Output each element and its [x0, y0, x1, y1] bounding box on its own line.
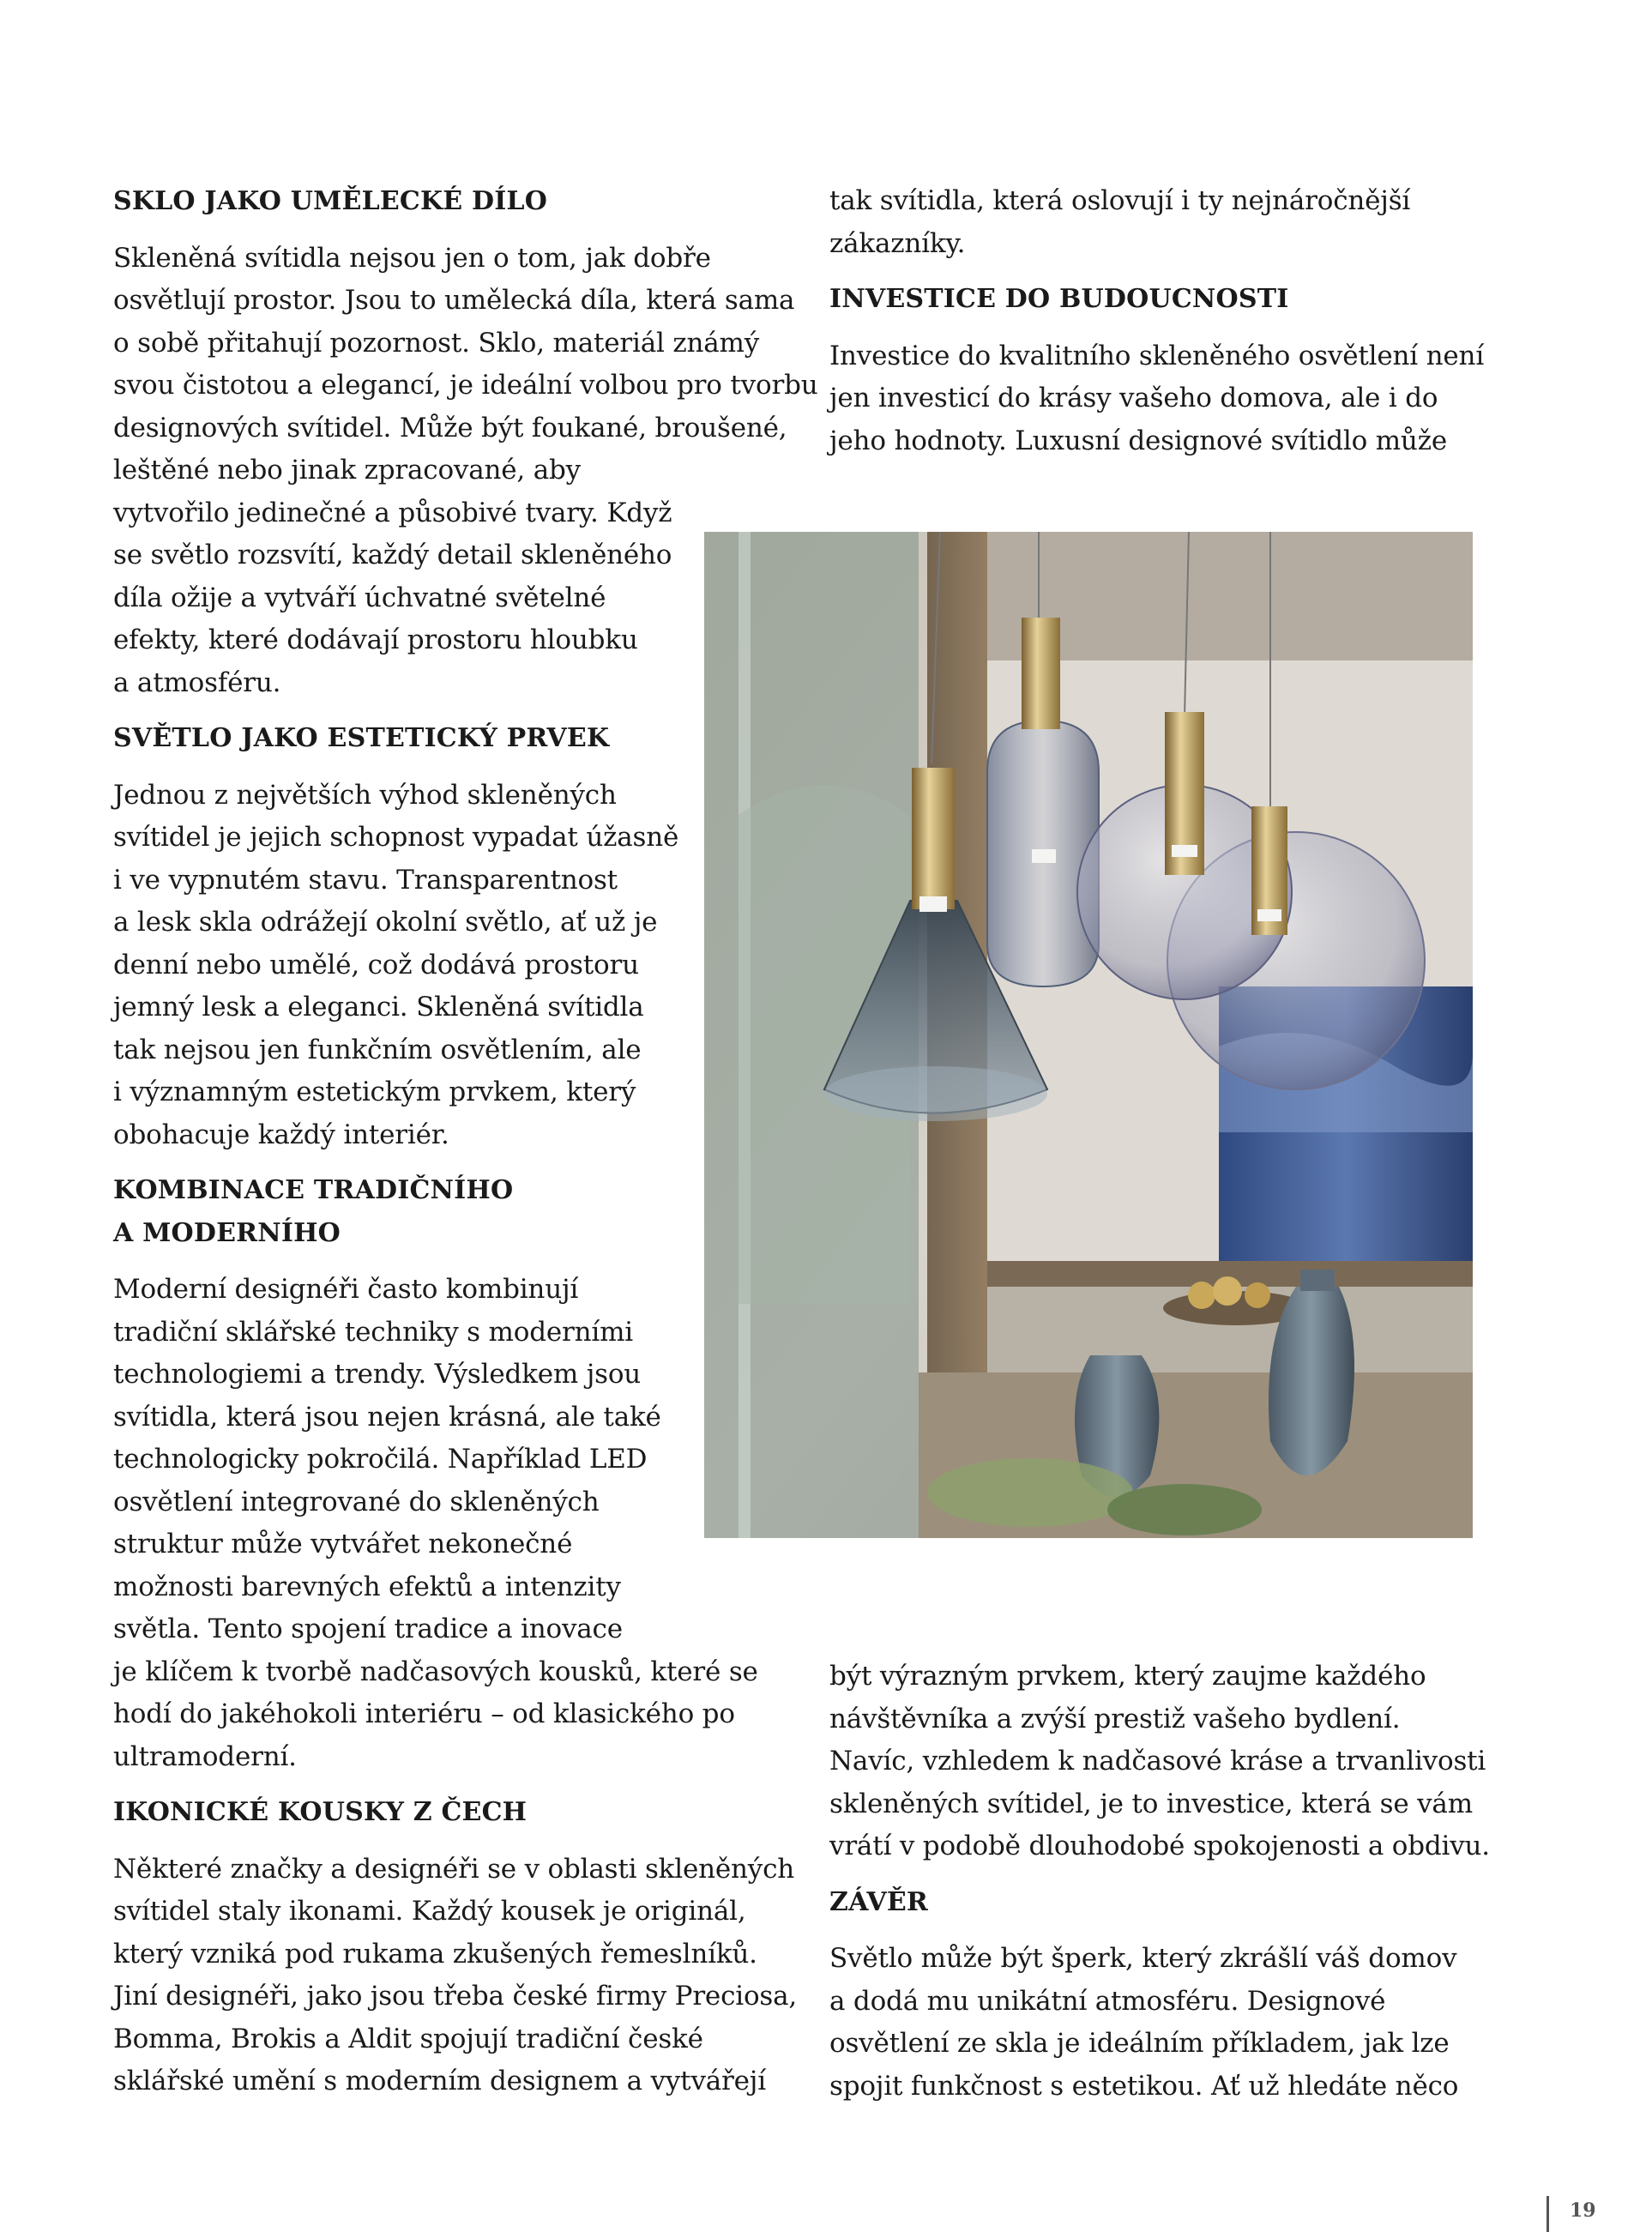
text-line: Jednou z největších výhod skleněných: [113, 779, 617, 811]
text-line: být výrazným prvkem, který zaujme každého: [829, 1661, 1426, 1692]
text-line: Moderní designéři často kombinují: [113, 1274, 579, 1305]
heading-svetlo-jako-esteticky-prvek: SVĚTLO JAKO ESTETICKÝ PRVEK: [113, 723, 610, 753]
heading-ikonicke-kousky: IKONICKÉ KOUSKY Z ČECH: [113, 1797, 528, 1827]
text-line: a lesk skla odrážejí okolní světlo, ať už je: [113, 907, 658, 938]
text-line: i ve vypnutém stavu. Transparentnost: [113, 864, 618, 896]
paragraph-kombinace: [113, 1269, 782, 1778]
text-line: zákazníky.: [829, 227, 966, 259]
text-line: a dodá mu unikátní atmosféru. Designové: [829, 1985, 1386, 2017]
text-line: Některé značky a designéři se v oblasti skleněných: [113, 1853, 795, 1885]
text-line: sklářské umění s moderním designem a vytvářejí: [113, 2066, 766, 2096]
text-line: tak nejsou jen funkčním osvětlením, ale: [113, 1034, 642, 1065]
text-line: i významným estetickým prvkem, který: [113, 1077, 636, 1107]
text-line: spojit funkčnost s estetikou. Ať už hledáte něco: [829, 2070, 1459, 2102]
heading-investice-do-budoucnosti: INVESTICE DO BUDOUCNOSTI: [829, 284, 1289, 314]
text-line: designových svítidel. Může být foukané, broušené,: [113, 412, 787, 443]
text-line: osvětlují prostor. Jsou to umělecká díla, která sama: [113, 285, 795, 316]
text-line: tak svítidla, která oslovují i ty nejnáročnější: [829, 185, 1411, 216]
paragraph-ikonicke: [113, 1849, 798, 2103]
text-line: ultramoderní.: [113, 1740, 297, 1772]
heading-zaver: ZÁVĚR: [829, 1886, 929, 1917]
right-column-bottom: [829, 1656, 1498, 2108]
left-column: [113, 180, 818, 2103]
text-line: se světlo rozsvítí, každý detail skleněného: [113, 540, 672, 570]
text-line: technologicky pokročilá. Například LED: [113, 1444, 648, 1475]
heading-kombinace-line1: KOMBINACE TRADIČNÍHO: [113, 1175, 514, 1205]
text-line: svou čistotou a elegancí, je ideální volbou pro tvorbu: [113, 370, 818, 401]
text-line: jemný lesk a eleganci. Skleněná svítidla: [113, 992, 644, 1022]
text-line: Navíc, vzhledem k nadčasové kráse a trvanlivosti: [829, 1746, 1486, 1777]
text-line: jen investicí do krásy vašeho domova, ale i do: [829, 383, 1438, 413]
page-number: 19: [1570, 2199, 1596, 2222]
text-line: díla ožije a vytváří úchvatné světelné: [113, 582, 606, 613]
text-line: leštěné nebo jinak zpracované, aby: [113, 455, 581, 486]
text-line: možnosti barevných efektů a intenzity: [113, 1571, 621, 1602]
paragraph-sklo: [113, 238, 818, 705]
text-line: denní nebo umělé, což dodává prostoru: [113, 949, 639, 980]
text-line: Světlo může být šperk, který zkrášlí váš domov: [829, 1943, 1457, 1974]
text-line: hodí do jakéhokoli interiéru – od klasického po: [113, 1698, 735, 1729]
text-line: světla. Tento spojení tradice a inovace: [113, 1614, 623, 1644]
pendant-lights-photo: [704, 532, 1473, 1538]
text-line: osvětlení ze skla je ideálním příkladem, jak lze: [829, 2028, 1450, 2059]
text-line: osvětlení integrované do skleněných: [113, 1486, 600, 1517]
text-line: efekty, které dodávají prostoru hloubku: [113, 624, 638, 655]
text-line: Investice do kvalitního skleněného osvětlení není: [829, 340, 1485, 371]
text-line: obohacuje každý interiér.: [113, 1119, 449, 1150]
text-line: návštěvníka a zvýší prestiž vašeho bydlení.: [829, 1703, 1401, 1734]
text-line: struktur může vytvářet nekonečné: [113, 1529, 573, 1559]
text-line: svítidel staly ikonami. Každý kousek je originál,: [113, 1896, 746, 1927]
text-line: Jiní designéři, jako jsou třeba české firmy Preciosa,: [113, 1981, 798, 2012]
page-number-divider: [1546, 2196, 1549, 2232]
text-line: je klíčem k tvorbě nadčasových kousků, které se: [113, 1656, 758, 1687]
text-line: který vzniká pod rukama zkušených řemeslníků.: [113, 1938, 757, 1970]
text-line: svítidel je jejich schopnost vypadat úžasně: [113, 822, 679, 853]
text-line: vytvořilo jedinečné a působivé tvary. Když: [113, 497, 672, 528]
text-line: a atmosféru.: [113, 667, 281, 698]
text-line: tradiční sklářské techniky s moderními: [113, 1316, 633, 1348]
text-line: vrátí v podobě dlouhodobé spokojenosti a obdivu.: [829, 1831, 1490, 1861]
text-line: skleněných svítidel, je to investice, která se vám: [829, 1788, 1473, 1819]
right-column-top: [829, 180, 1498, 462]
heading-sklo-jako-umelecke-dilo: SKLO JAKO UMĚLECKÉ DÍLO: [113, 186, 548, 216]
text-line: o sobě přitahují pozornost. Sklo, materiál známý: [113, 327, 760, 359]
text-line: technologiemi a trendy. Výsledkem jsou: [113, 1359, 642, 1390]
paragraph-svetlo: [113, 775, 782, 1157]
text-line: Skleněná svítidla nejsou jen o tom, jak dobře: [113, 242, 711, 274]
heading-kombinace-line2: A MODERNÍHO: [113, 1217, 341, 1248]
text-line: jeho hodnoty. Luxusní designové svítidlo může: [829, 425, 1447, 456]
text-line: Bomma, Brokis a Aldit spojují tradiční české: [113, 2023, 703, 2054]
text-line: svítidla, která jsou nejen krásná, ale také: [113, 1401, 661, 1433]
